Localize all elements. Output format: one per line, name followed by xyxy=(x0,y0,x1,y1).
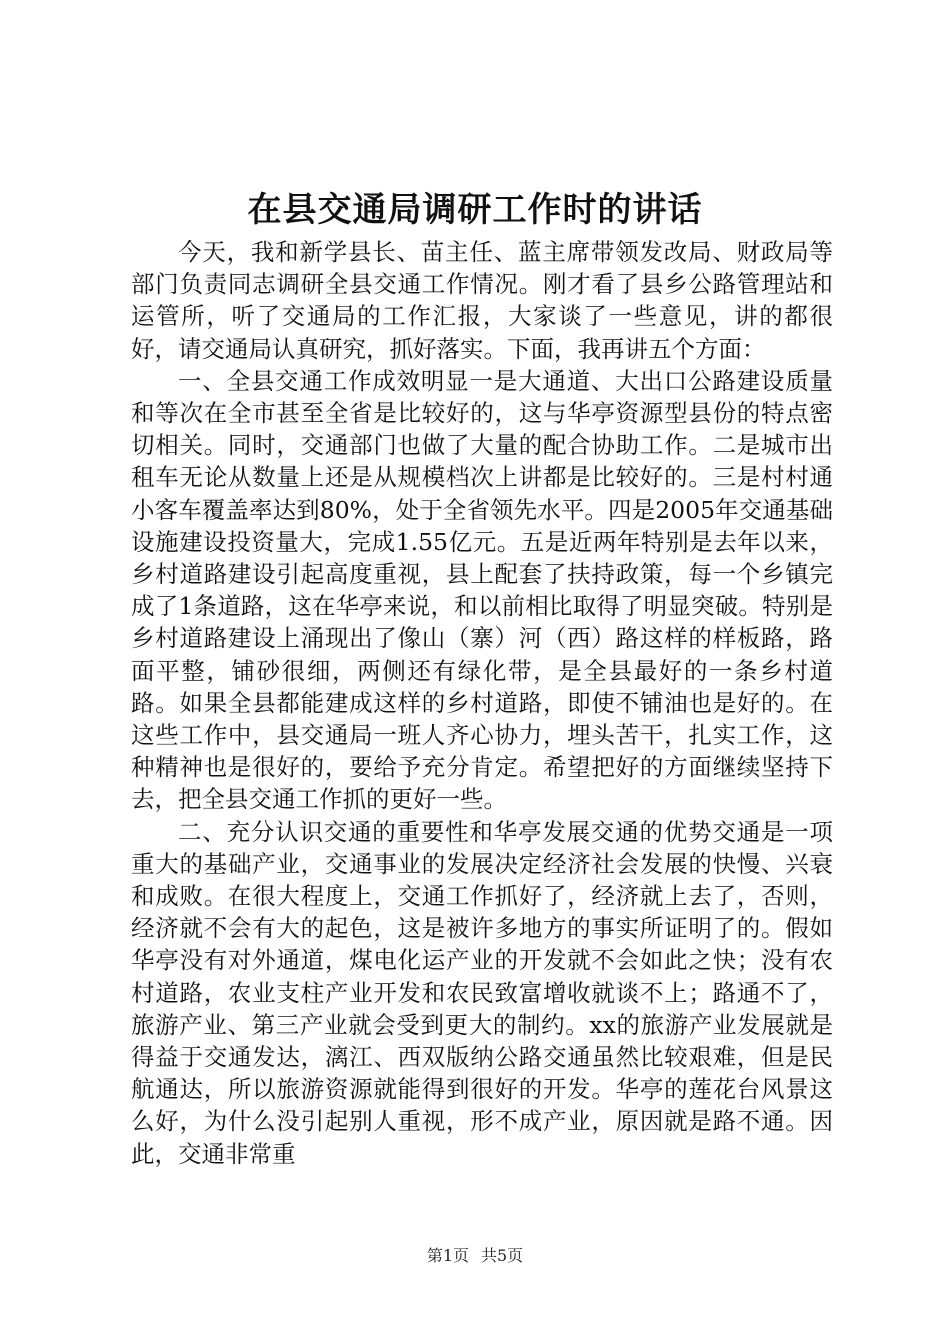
paragraph-section-2: 二、充分认识交通的重要性和华亭发展交通的优势交通是一项重大的基础产业，交通事业的发展决定经济社会发展的快慢、兴衰和成败。在很大程度上，交通工作抓好了，经济就上去了，否则，经济就不会有大的起色，这是被许多地方的事实所证明了的。假如华亭没有对外通道，煤电化运产业的开发就不会如此之快；没有农村道路，农业支柱产业开发和农民致富增收就谈不上；路通不了，旅游产业、第三产业就会受到更大的制约。xx的旅游产业发展就是得益于交通发达，漓江、西双版纳公路交通虽然比较艰难，但是民航通达，所以旅游资源就能得到很好的开发。华亭的莲花台风景这么好，为什么没引起别人重视，形不成产业，原因就是路不通。因此，交通非常重 xyxy=(131,817,833,1168)
page-number-current: 第1页 xyxy=(426,1246,469,1265)
paragraph-section-1: 一、全县交通工作成效明显一是大通道、大出口公路建设质量和等次在全市甚至全省是比较好的，这与华亭资源型县份的特点密切相关。同时，交通部门也做了大量的配合协助工作。二是城市出租车无论从数量上还是从规模档次上讲都是比较好的。三是村村通小客车覆盖率达到80%，处于全省领先水平。四是2005年交通基础设施建设投资量大，完成1.55亿元。五是近两年特别是去年以来，乡村道路建设引起高度重视，县上配套了扶持政策，每一个乡镇完成了1条道路，这在华亭来说，和以前相比取得了明显突破。特别是乡村道路建设上涌现出了像山（寨）河（西）路这样的样板路，路面平整，铺砂很细，两侧还有绿化带，是全县最好的一条乡村道路。如果全县都能建成这样的乡村道路，即使不铺油也是好的。在这些工作中，县交通局一班人齐心协力，埋头苦干，扎实工作，这种精神也是很好的，要给予充分肯定。希望把好的方面继续坚持下去，把全县交通工作抓的更好一些。 xyxy=(131,366,833,814)
page-number-total: 共5页 xyxy=(481,1246,524,1265)
paragraph-intro: 今天，我和新学县长、苗主任、蓝主席带领发改局、财政局等部门负责同志调研全县交通工作情况。刚才看了县乡公路管理站和运管所，听了交通局的工作汇报，大家谈了一些意见，讲的都很好，请交通局认真研究，抓好落实。下面，我再讲五个方面： xyxy=(131,238,833,363)
document-body xyxy=(131,236,833,1170)
page-footer xyxy=(0,1244,950,1268)
document-title: 在县交通局调研工作时的讲话 xyxy=(247,190,703,230)
